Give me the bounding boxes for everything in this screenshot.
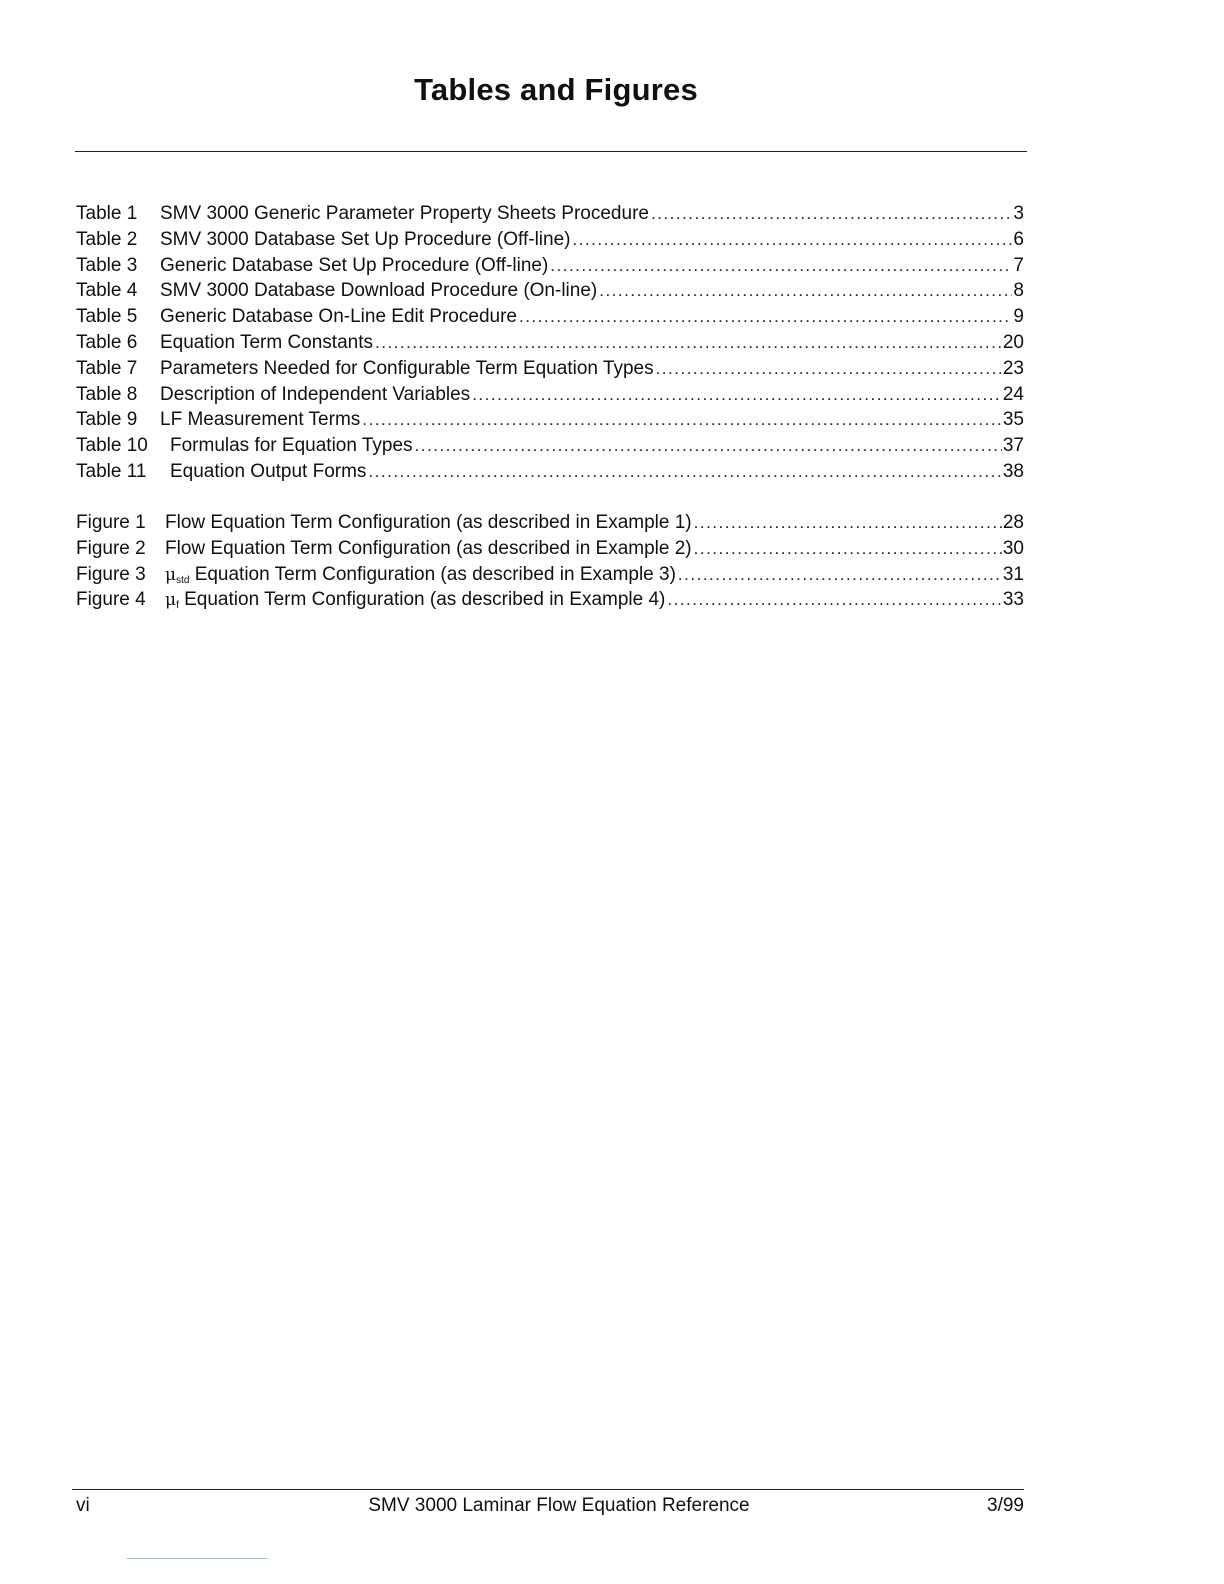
dot-leader [472, 385, 1002, 405]
title-divider [75, 151, 1027, 152]
entry-title: SMV 3000 Database Download Procedure (On-line) [160, 280, 598, 302]
mu-symbol: μ [165, 564, 177, 585]
toc-entry-table-8[interactable] [76, 384, 1024, 410]
entry-page: 31 [1002, 563, 1024, 585]
entry-title: SMV 3000 Database Set Up Procedure (Off-line) [160, 228, 571, 250]
toc-entry-table-4[interactable] [76, 280, 1024, 306]
page-title: Tables and Figures [414, 72, 698, 107]
entry-page: 35 [1002, 409, 1024, 431]
entry-page: 23 [1002, 357, 1024, 379]
entry-number: Table 7 [76, 357, 138, 379]
entry-number: Table 8 [76, 383, 138, 405]
entry-page: 24 [1002, 383, 1024, 405]
toc-entry-figure-1[interactable] [76, 512, 1024, 538]
toc-entry-table-2[interactable] [76, 229, 1024, 255]
entry-title-text: Flow Equation Term Configuration (as described in Example 1) [165, 512, 692, 533]
footer-document-title: SMV 3000 Laminar Flow Equation Reference [368, 1495, 750, 1516]
entry-page: 7 [1013, 254, 1024, 276]
scan-artifact-line [127, 1558, 267, 1559]
entry-number: Table 6 [76, 331, 138, 353]
entry-title-text: Equation Term Configuration (as described in Example 3) [194, 563, 676, 585]
entry-page: 30 [1002, 537, 1024, 559]
entry-number: Figure 3 [76, 563, 146, 585]
entry-number: Table 5 [76, 306, 138, 328]
entry-title: Generic Database On-Line Edit Procedure [160, 306, 517, 328]
mu-symbol: μ [165, 590, 177, 611]
dot-leader [678, 565, 1002, 585]
entry-title: Parameters Needed for Configurable Term Equation Types [160, 357, 654, 379]
entry-title: Equation Output Forms [170, 460, 367, 482]
entry-title: Description of Independent Variables [160, 383, 471, 405]
entry-title [165, 564, 678, 586]
footer-page-number: vi [76, 1495, 90, 1516]
entry-number: Table 4 [76, 280, 138, 302]
toc-entry-table-7[interactable] [76, 358, 1024, 384]
toc-entry-figure-2[interactable] [76, 538, 1024, 564]
dot-leader [667, 590, 1002, 610]
entry-number: Table 2 [76, 228, 138, 250]
entry-page: 8 [1013, 280, 1024, 302]
tables-list [76, 203, 1024, 487]
entry-title: Equation Term Constants [160, 331, 373, 353]
entry-title: LF Measurement Terms [160, 409, 361, 431]
toc-entry-table-10[interactable] [76, 435, 1024, 461]
entry-number: Figure 4 [76, 589, 146, 611]
dot-leader [599, 281, 1012, 301]
dot-leader [368, 462, 1001, 482]
dot-leader [550, 256, 1012, 276]
toc-entry-table-6[interactable] [76, 332, 1024, 358]
toc-entry-table-5[interactable] [76, 306, 1024, 332]
entry-title [165, 538, 694, 560]
entry-page: 28 [1002, 512, 1024, 533]
dot-leader [415, 436, 1002, 456]
entry-number: Figure 1 [76, 512, 146, 533]
figures-list [76, 512, 1024, 615]
dot-leader [694, 513, 1002, 533]
entry-title [165, 512, 694, 534]
toc-entry-figure-4[interactable] [76, 589, 1024, 615]
entry-title: SMV 3000 Generic Parameter Property Sheets Procedure [160, 203, 649, 224]
entry-page: 33 [1002, 589, 1024, 611]
entry-page: 6 [1013, 228, 1024, 250]
toc-entry-figure-3[interactable] [76, 564, 1024, 590]
toc-entry-table-9[interactable] [76, 409, 1024, 435]
symbol-subscript: f [176, 600, 179, 612]
dot-leader [651, 204, 1012, 224]
dot-leader [375, 333, 1002, 353]
footer-divider [72, 1489, 1024, 1490]
dot-leader [362, 410, 1002, 430]
entry-number: Table 11 [76, 460, 147, 482]
entry-number: Table 10 [76, 435, 148, 457]
entry-page: 38 [1002, 460, 1024, 482]
entry-page: 37 [1002, 435, 1024, 457]
dot-leader [694, 539, 1002, 559]
entry-page: 20 [1002, 331, 1024, 353]
entry-title-text: Flow Equation Term Configuration (as described in Example 2) [165, 537, 692, 559]
entry-page: 3 [1013, 203, 1024, 224]
toc-entry-table-11[interactable] [76, 461, 1024, 487]
toc-entry-table-3[interactable] [76, 255, 1024, 281]
entry-title [165, 589, 667, 611]
toc-entry-table-1[interactable] [76, 203, 1024, 229]
entry-number: Figure 2 [76, 537, 146, 559]
entry-title-text: Equation Term Configuration (as described in Example 4) [184, 589, 666, 611]
footer-date: 3/99 [987, 1495, 1024, 1516]
entry-number: Table 9 [76, 409, 138, 431]
symbol-subscript: std [176, 574, 190, 586]
entry-page: 9 [1013, 306, 1024, 328]
entry-title: Generic Database Set Up Procedure (Off-line) [160, 254, 549, 276]
entry-number: Table 3 [76, 254, 138, 276]
entry-title: Formulas for Equation Types [170, 435, 413, 457]
dot-leader [572, 230, 1012, 250]
dot-leader [519, 307, 1012, 327]
entry-number: Table 1 [76, 203, 138, 224]
dot-leader [656, 359, 1002, 379]
